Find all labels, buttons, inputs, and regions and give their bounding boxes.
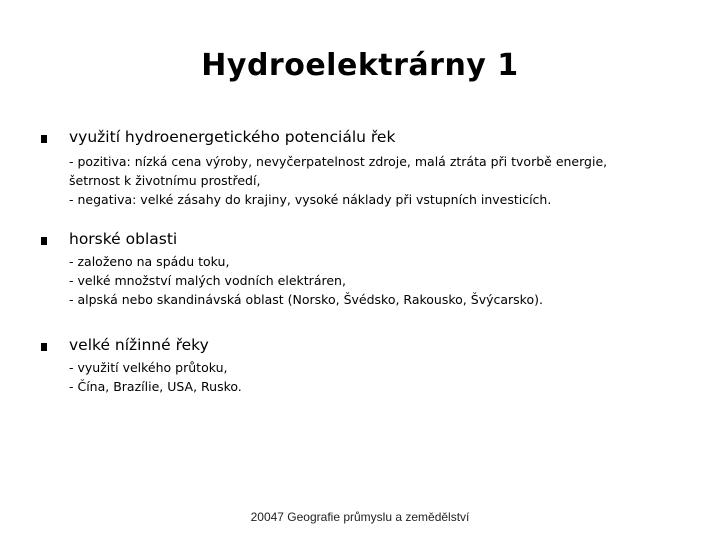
square-bullet-icon	[41, 135, 47, 143]
bullet-heading: velké nížinné řeky	[69, 336, 209, 354]
detail-line: - založeno na spádu toku,	[69, 254, 230, 269]
bullet-heading: horské oblasti	[69, 230, 178, 248]
square-bullet-icon	[41, 343, 47, 351]
slide-title: Hydroelektrárny 1	[201, 48, 519, 83]
bullet-heading: využití hydroenergetického potenciálu řek	[69, 128, 396, 146]
bullet-details	[69, 358, 709, 396]
slide-footer: 20047 Geografie průmyslu a zemědělství	[250, 510, 470, 524]
square-bullet-icon	[41, 237, 47, 245]
detail-line: - pozitiva: nízká cena výroby, nevyčerpatelnost zdroje, malá ztráta při tvorbě energie,	[69, 154, 608, 169]
detail-line: - negativa: velké zásahy do krajiny, vysoké náklady při vstupních investicích.	[69, 192, 552, 207]
detail-line: - velké množství malých vodních elektráren,	[69, 273, 346, 288]
detail-line: - využití velkého průtoku,	[69, 360, 228, 375]
detail-line: šetrnost k životnímu prostředí,	[69, 173, 261, 188]
bullet-details	[69, 252, 709, 309]
bullet-details	[69, 152, 709, 209]
detail-line: - alpská nebo skandinávská oblast (Norsko, Švédsko, Rakousko, Švýcarsko).	[69, 292, 543, 307]
detail-line: - Čína, Brazílie, USA, Rusko.	[69, 379, 242, 394]
